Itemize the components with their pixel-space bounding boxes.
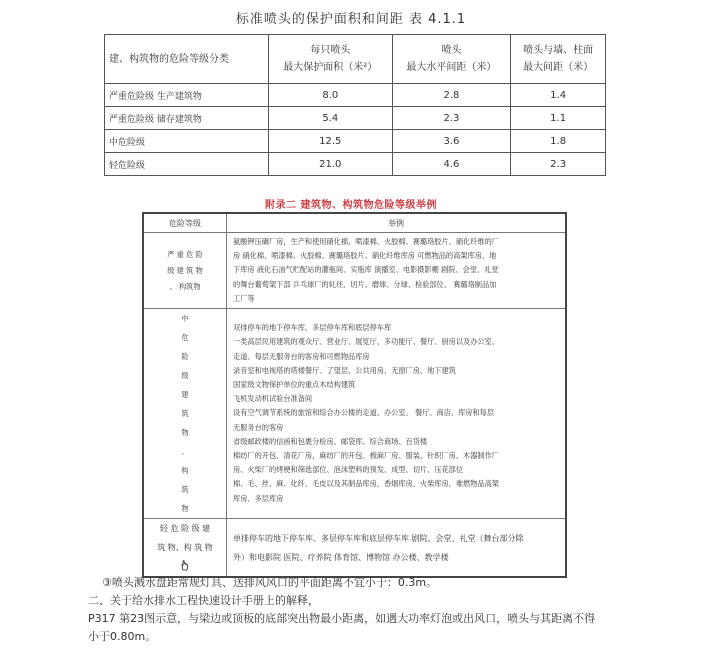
- hazard-examples-medium: 双排停车的地下停车库、多层停车库和底层停车库 一类高层民用建筑的观众厅、营业厅、展览厅、多功能厅、餐厅、厨房以及办公室、 走道、每层无服务台的客房和可燃物品库房 录音室和电视塔的塔楼餐厅、了望层、公共用房、无窗厂房、地下建筑 国家级文物保护单位的重点木结构建筑 飞机发动机试验台准备间 设有空气调节系统的旅馆和综合办公楼的走道、办公室、 餐厅、商店、库房和每层 无服务台的客房 省级邮政楼的信函和包裹分检房、邮袋库、综合商场、百货楼 棉纺厂的开包、清花厂房，麻纺厂的开包、梳麻厂房、服装、针织厂房、木器制作厂 房、火柴厂的烤梗和筛选部位、泡沫塑料的预发、成型、切片、压花部位 棉、毛、丝、麻、化纤、毛皮以及其制品库房，香烟库房、火柴库房，难燃物品高架 库房、多层库房: [227, 309, 567, 519]
- hazard-level-light: 轻 危 险 级 建 筑 物、构 筑 物: [143, 519, 227, 578]
- table-cell: 严重危险级 生产建筑物: [105, 84, 269, 107]
- table-cell: 中危险级: [105, 130, 269, 153]
- table-row: [105, 107, 606, 130]
- table2-header-level: 危险等级: [143, 213, 227, 233]
- explanatory-notes: [88, 574, 648, 646]
- note-line: 小于0.80m。: [88, 630, 157, 643]
- table-row: [143, 233, 566, 309]
- hazard-level-medium: 中 危 险 级 建 筑 物 、 构 筑 物: [143, 309, 227, 519]
- table-row: [143, 519, 566, 578]
- table2-title: 附录二 建筑物、构筑物危险等级举例: [265, 200, 437, 211]
- table-cell: 1.1: [511, 107, 606, 130]
- table-cell: 2.8: [392, 84, 511, 107]
- hazard-examples-severe: 氨酸钾压碾厂房，生产和使用硝化棉、喷漆棉、火胶棉、赛璐珞胶片、硝化纤维的厂 房 硝化棉、喷漆棉、火胶棉、赛璐珞胶片、硝化纤维库房 可燃物品的高架库房、地 下库房 液化石油气贮配站的灌瓶间、实瓶库 演播室、电影摄影棚 剧院、会堂、礼堂 的舞台葡萄架下部 乒乓球厂的轧坯、切片、磨球、分球、检验部位、 赛璐珞制品加 工厂等: [227, 233, 567, 309]
- hand-cursor-icon: [179, 559, 191, 571]
- table2-header-examples: 举例: [227, 213, 567, 233]
- table-cell: 21.0: [269, 153, 393, 176]
- table-row: [105, 84, 606, 107]
- table-cell: 12.5: [269, 130, 393, 153]
- table1-header-area: 每只喷头 最大保护面积（米²）: [269, 35, 393, 84]
- hazard-level-examples-table: [142, 212, 567, 578]
- table-cell: 轻危险级: [105, 153, 269, 176]
- table1-header-wall-distance: 喷头与墙、柱面 最大间距（米）: [511, 35, 606, 84]
- table-row: [105, 153, 606, 176]
- sprinkler-spacing-table: [104, 34, 606, 176]
- table-cell: 1.4: [511, 84, 606, 107]
- table-cell: 8.0: [269, 84, 393, 107]
- table-cell: 4.6: [392, 153, 511, 176]
- table-cell: 严重危险级 储存建筑物: [105, 107, 269, 130]
- table-row: [143, 309, 566, 519]
- table1-header-spacing: 喷头 最大水平间距（米）: [392, 35, 511, 84]
- table1-header-classification: 建、构筑物的危险等级分类: [105, 35, 269, 84]
- note-line: 二、关于给水排水工程快速设计手册上的解释，: [88, 594, 319, 607]
- table-cell: 2.3: [392, 107, 511, 130]
- table-cell: 3.6: [392, 130, 511, 153]
- table-cell: 1.8: [511, 130, 606, 153]
- table2-header-row: [143, 213, 566, 233]
- table1-title: 标准喷头的保护面积和间距 表 4.1.1: [235, 12, 467, 27]
- hazard-examples-light: 单排停车的地下停车库、多层停车库和底层停车库 剧院、会堂、礼堂（舞台部分除 外）和电影院 医院、疗养院 体育馆、博物馆 办公楼、教学楼: [227, 519, 567, 578]
- note-line: ③喷头溅水盘距常规灯具、送排风风口的平面距离不宜小于：0.3m。: [102, 576, 438, 589]
- table1-header-row: [105, 35, 606, 84]
- table-cell: 2.3: [511, 153, 606, 176]
- note-line: P317 第23图示意，与梁边或顶板的底部突出物最小距离，如遇大功率灯泡或出风口，喷头与其距离不得: [88, 612, 596, 625]
- hazard-level-severe: 严 重 危 险 级 建 筑 物 、 构筑物: [143, 233, 227, 309]
- table-row: [105, 130, 606, 153]
- table-cell: 5.4: [269, 107, 393, 130]
